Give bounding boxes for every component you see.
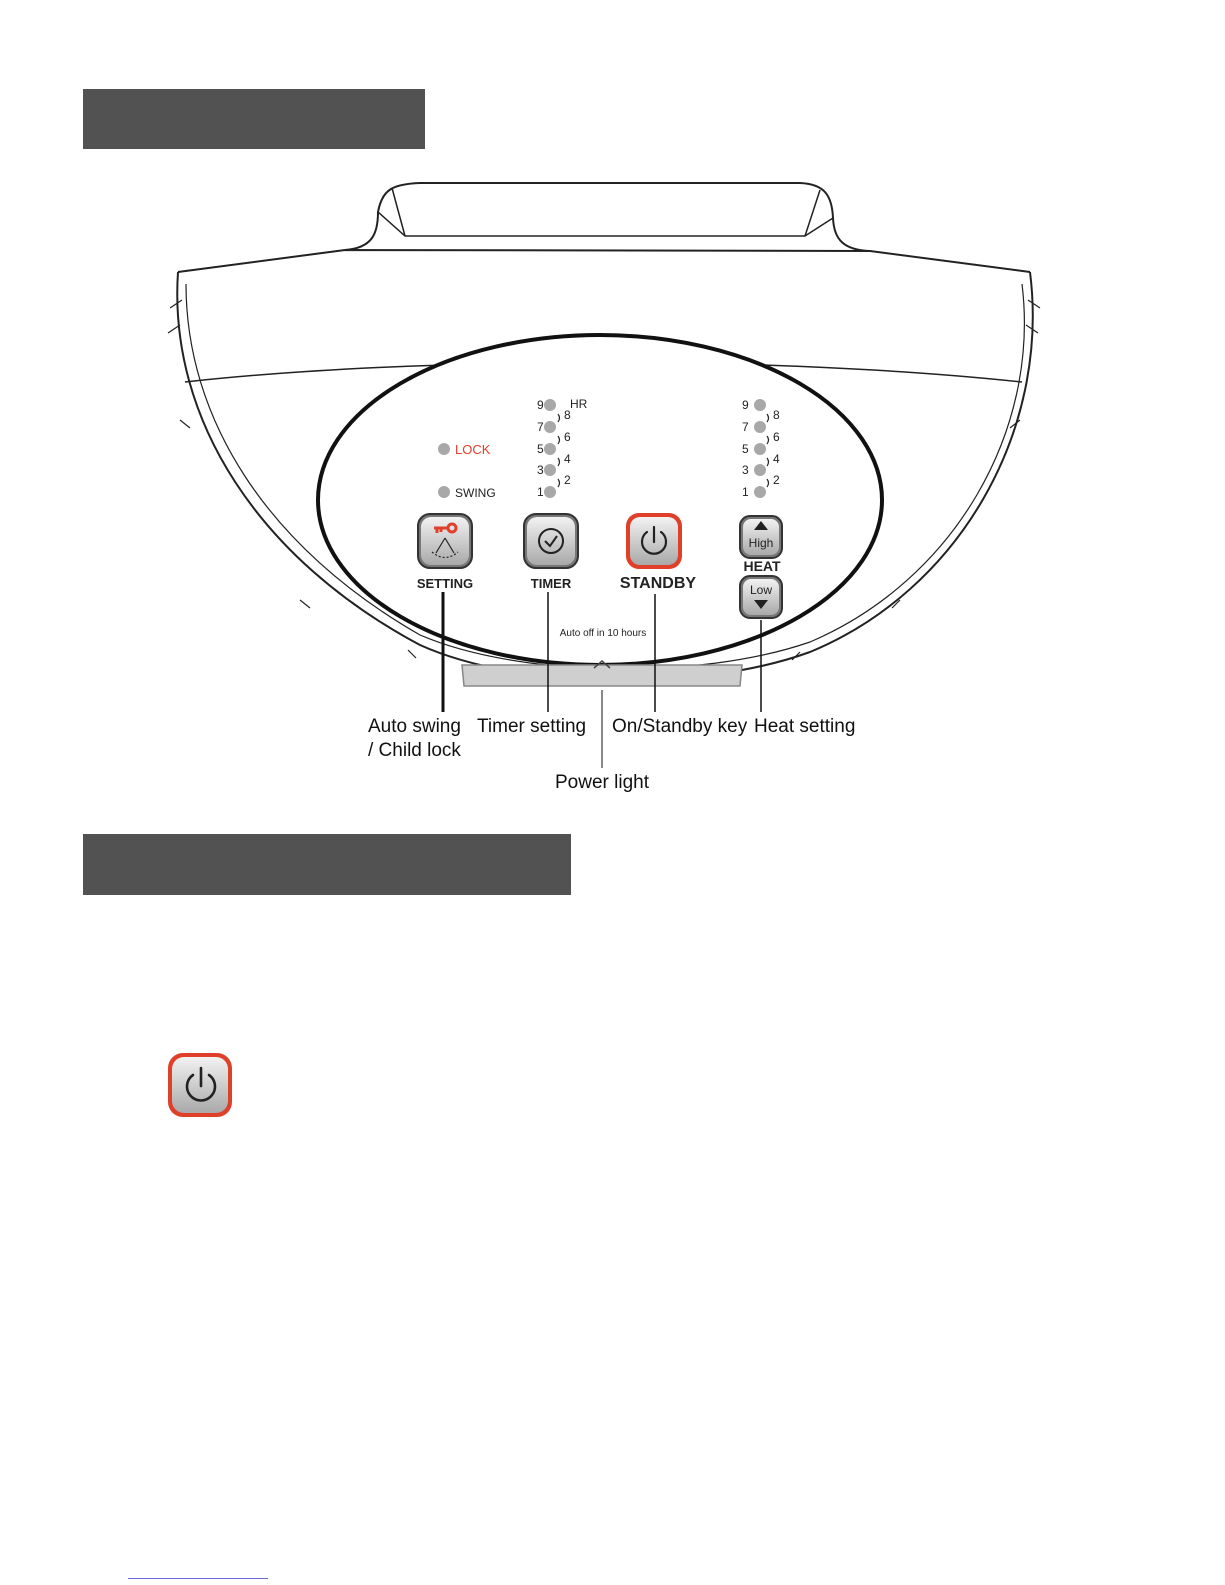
heat-light-5 [754,443,766,455]
auto-swing-callout: Auto swing [368,716,461,737]
swing-label: SWING [455,486,496,500]
heat-setting-callout: Heat setting [754,716,856,737]
timer-label: TIMER [530,576,572,591]
standby-key-callout: On/Standby key [612,716,748,737]
heat-light-3 [754,464,766,476]
swing-indicator-light [438,486,450,498]
heat-high-label: High [748,536,774,550]
lock-indicator-light [438,443,450,455]
lock-label: LOCK [455,442,491,457]
heat-level-3: 3 [742,463,749,477]
timer-level-7: 7 [537,420,544,434]
timer-level-9: 9 [537,398,544,412]
heat-level-4: 4 [773,452,780,466]
control-panel-oval [318,335,882,665]
power-light-strip [462,661,742,686]
heat-title: HEAT [743,558,781,574]
heat-level-9: 9 [742,398,749,412]
timer-unit-label: HR [570,397,588,411]
handle [345,183,870,251]
heat-light-7 [754,421,766,433]
heat-level-7: 7 [742,420,749,434]
timer-light-3 [544,464,556,476]
power-light-callout: Power light [555,772,649,793]
timer-light-7 [544,421,556,433]
heat-low-label: Low [749,583,773,597]
timer-level-3: 3 [537,463,544,477]
timer-level-5: 5 [537,442,544,456]
timer-button[interactable] [524,514,578,568]
setting-button[interactable] [418,514,472,568]
timer-light-5 [544,443,556,455]
setting-label: SETTING [416,576,474,591]
timer-level-6: 6 [564,430,571,444]
heat-level-1: 1 [742,485,749,499]
footer-link-underline [128,1578,268,1579]
heat-high-button[interactable] [740,516,782,558]
standby-label: STANDBY [619,575,697,592]
heat-level-8: 8 [773,408,780,422]
heat-low-button[interactable] [740,576,782,618]
timer-light-1 [544,486,556,498]
timer-light-9 [544,399,556,411]
section-header-bar-2 [83,834,571,895]
timer-level-2: 2 [564,473,571,487]
timer-level-8: 8 [564,408,571,422]
heat-light-9 [754,399,766,411]
heat-level-2: 2 [773,473,780,487]
standby-key-illustration [160,1048,240,1120]
standby-button[interactable] [626,513,682,569]
child-lock-callout: / Child lock [368,740,461,761]
heat-light-1 [754,486,766,498]
auto-off-note: Auto off in 10 hours [559,628,647,639]
timer-level-1: 1 [537,485,544,499]
timer-level-4: 4 [564,452,571,466]
heat-level-6: 6 [773,430,780,444]
heat-level-5: 5 [742,442,749,456]
timer-setting-callout: Timer setting [477,716,587,737]
